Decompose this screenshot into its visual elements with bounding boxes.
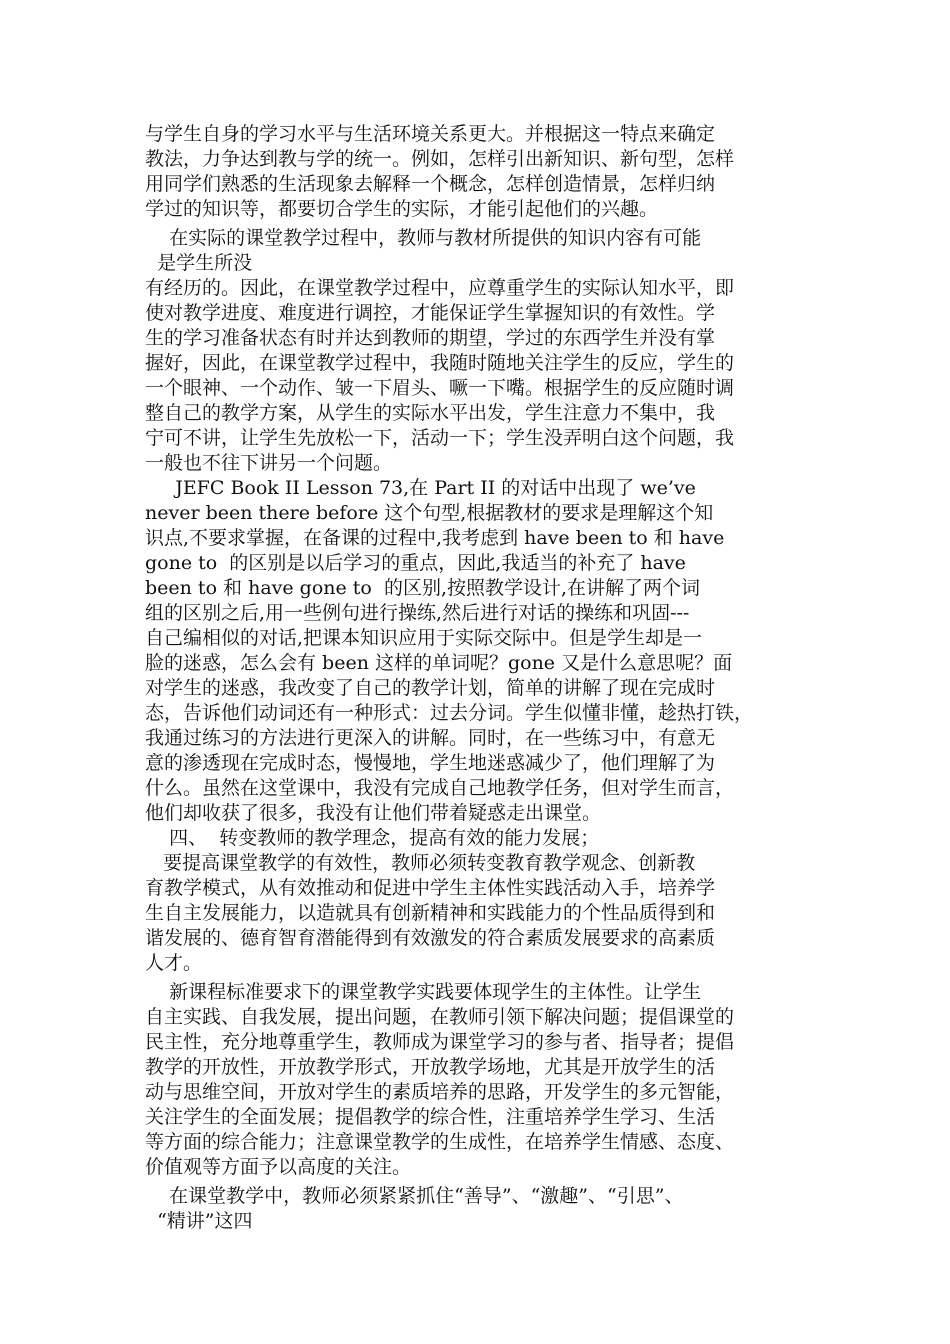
text-line: 教法，力争达到教与学的统一。例如，怎样引出新知识、新句型，怎样 [145, 148, 735, 170]
text-line: 育教学模式，从有效推动和促进中学生主体性实践活动入手，培养学 [145, 877, 716, 899]
text-line: never been there before 这个句型,根据教材的要求是理解这个知 [145, 502, 714, 524]
text-line: “精讲”这四 [145, 1210, 253, 1232]
text-line: 一般也不往下讲另一个问题。 [145, 452, 393, 474]
text-line: 谐发展的、德育智育潜能得到有效激发的符合素质发展要求的高素质 [145, 927, 716, 949]
text-line: 等方面的综合能力；注意课堂教学的生成性，在培养学生情感、态度、 [145, 1131, 735, 1153]
text-line: 一个眼神、一个动作、皱一下眉头、噘一下嘴。根据学生的反应随时调 [145, 377, 735, 399]
text-line: 新课程标准要求下的课堂教学实践要体现学生的主体性。让学生 [145, 981, 702, 1003]
text-line: 识点,不要求掌握，在备课的过程中,我考虑到 have been to 和 have [145, 527, 725, 549]
section-heading: 四、 转变教师的教学理念，提高有效的能力发展； [145, 827, 600, 849]
text-line: 价值观等方面予以高度的关注。 [145, 1156, 412, 1178]
text-line: 使对教学进度、难度进行调控，才能保证学生掌握知识的有效性。学 [145, 302, 716, 324]
text-line: 组的区别之后,用一些例句进行操练,然后进行对话的操练和巩固--- [145, 602, 690, 624]
text-line: 生自主发展能力，以造就具有创新精神和实践能力的个性品质得到和 [145, 902, 716, 924]
text-line: been to 和 have gone to 的区别,按照教学设计,在讲解了两个词 [145, 577, 701, 599]
text-line: 是学生所没 [145, 252, 253, 274]
text-line: 学过的知识等，都要切合学生的实际，才能引起他们的兴趣。 [145, 198, 659, 220]
text-line: 脸的迷惑，怎么会有 been 这样的单词呢？gone 又是什么意思呢？面 [145, 652, 733, 674]
text-line: 自主实践、自我发展，提出问题，在教师引领下解决问题；提倡课堂的 [145, 1006, 735, 1028]
text-line: 整自己的教学方案，从学生的实际水平出发，学生注意力不集中，我 [145, 402, 716, 424]
text-line: 民主性，充分地尊重学生，教师成为课堂学习的参与者、指导者；提倡 [145, 1031, 735, 1053]
text-line: JEFC Book II Lesson 73,在 Part II 的对话中出现了 we’ve [145, 477, 696, 499]
text-line: 自己编相似的对话,把课本知识应用于实际交际中。但是学生却是一 [145, 627, 703, 649]
text-line: 动与思维空间，开放对学生的素质培养的思路，开发学生的多元智能， [145, 1081, 735, 1103]
text-line: 对学生的迷惑，我改变了自己的教学计划，简单的讲解了现在完成时 [145, 677, 716, 699]
text-line: 用同学们熟悉的生活现象去解释一个概念，怎样创造情景，怎样归纳 [145, 173, 716, 195]
text-line: 宁可不讲，让学生先放松一下，活动一下；学生没弄明白这个问题，我 [145, 427, 735, 449]
text-line: 生的学习准备状态有时并达到教师的期望，学过的东西学生并没有掌 [145, 327, 716, 349]
text-line: 握好，因此，在课堂教学过程中，我随时随地关注学生的反应，学生的 [145, 352, 735, 374]
text-line: 在实际的课堂教学过程中，教师与教材所提供的知识内容有可能 [145, 227, 702, 249]
text-line: 与学生自身的学习水平与生活环境关系更大。并根据这一特点来确定 [145, 123, 716, 145]
text-line: 在课堂教学中，教师必须紧紧抓住“善导”、“激趣”、“引思”、 [145, 1185, 684, 1207]
text-line: 教学的开放性，开放教学形式，开放教学场地，尤其是开放学生的活 [145, 1056, 716, 1078]
text-line: 我通过练习的方法进行更深入的讲解。同时，在一些练习中，有意无 [145, 727, 716, 749]
text-line: 要提高课堂教学的有效性，教师必须转变教育教学观念、创新教 [145, 852, 696, 874]
text-line: gone to 的区别是以后学习的重点，因此,我适当的补充了 have [145, 552, 686, 574]
text-line: 什么。虽然在这堂课中，我没有完成自己地教学任务，但对学生而言， [145, 777, 735, 799]
text-line: 态，告诉他们动词还有一种形式：过去分词。学生似懂非懂，趁热打铁， [145, 702, 754, 724]
text-line: 他们却收获了很多，我没有让他们带着疑惑走出课堂。 [145, 802, 602, 824]
document-body [145, 122, 815, 1234]
text-line: 关注学生的全面发展；提倡教学的综合性，注重培养学生学习、生活 [145, 1106, 716, 1128]
text-line: 人才。 [145, 952, 203, 974]
text-line: 意的渗透现在完成时态，慢慢地，学生地迷惑减少了，他们理解了为 [145, 752, 716, 774]
text-line: 有经历的。因此，在课堂教学过程中，应尊重学生的实际认知水平，即 [145, 277, 735, 299]
